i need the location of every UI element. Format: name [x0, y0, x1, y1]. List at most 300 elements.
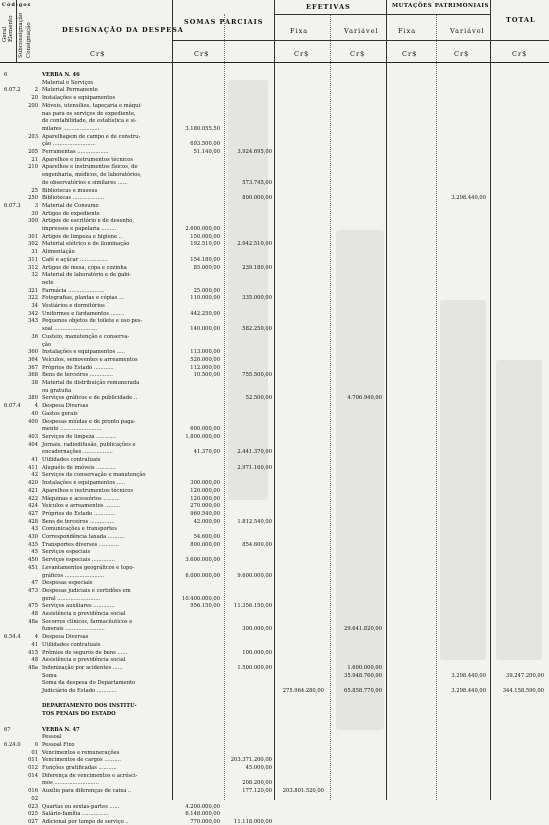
cell-desc: Auxílio para diferenças de caixa .. — [42, 788, 132, 795]
cell-desc: Despesas especiais — [42, 580, 93, 587]
cell-desc: de contabilidade, de estatística e si- — [42, 118, 137, 125]
cell-desc: Serviços de conservação e manutenção — [42, 472, 146, 479]
table-row — [0, 380, 549, 386]
cell-desc: Despesas judiciais e certidões em — [42, 587, 131, 594]
table-row — [0, 534, 549, 540]
cell-p1: 10.500,00 — [193, 372, 220, 379]
cell-cod: 427 — [28, 510, 38, 517]
table-row — [0, 542, 549, 548]
cell-cod: 2 — [34, 87, 38, 94]
cell-desc: engenharia, médicos, de laboratórios, — [42, 172, 142, 179]
cell-cod: 420 — [28, 480, 38, 487]
cell-p1: 51.140,00 — [193, 149, 220, 155]
table-row — [0, 503, 549, 509]
cell-p2: 11.356.150,00 — [234, 603, 272, 610]
cell-desc: Vencimentos de cargos .......... — [42, 757, 121, 764]
table-row — [0, 696, 549, 702]
cell-p2: 755.500,00 — [242, 372, 272, 379]
cell-p1: 770.000,00 — [190, 818, 220, 825]
table-row — [0, 511, 549, 517]
table-row — [0, 634, 549, 640]
cell-desc: ou gratuita — [42, 387, 72, 394]
cell-desc: de observatórios e similares ...... — [42, 179, 128, 186]
cell-desc: Farmácia ...................... — [42, 287, 105, 294]
table-row — [0, 126, 549, 132]
table-row — [0, 211, 549, 217]
table-row — [0, 496, 549, 502]
cell-desc: Aparelhos e instrumentos técnicos — [42, 156, 134, 163]
cell-desc: Prêmios de seguros de bens ...... — [42, 649, 128, 656]
cell-desc: Artigos de expediente — [42, 210, 100, 217]
table-row — [0, 549, 549, 555]
cell-cod: 342 — [28, 310, 38, 317]
table-row — [0, 195, 549, 201]
cell-cod: 25 — [31, 187, 38, 194]
cell-cod: 302 — [28, 241, 38, 248]
cell-desc: Transportes diversos ............ — [42, 541, 119, 548]
cell-cod: 01 — [31, 749, 38, 756]
cell-cod: 422 — [28, 495, 38, 502]
table-row — [0, 665, 549, 671]
cell-desc: Artigos de limpeza e higiene .. — [42, 233, 122, 240]
consignacao-label: Consignação — [26, 22, 32, 58]
table-row — [0, 280, 549, 286]
cell-cod: 415 — [28, 649, 38, 656]
cell-cod: 400 — [28, 418, 38, 425]
cell-p1: 42.000,00 — [193, 518, 220, 525]
table-row — [0, 804, 549, 810]
table-row — [0, 727, 549, 733]
codigos-label: Códigos — [2, 2, 32, 8]
cell-e2: 4.706.940,00 — [347, 395, 382, 402]
cell-cod: 435 — [28, 541, 38, 548]
table-row — [0, 657, 549, 663]
table-row — [0, 257, 549, 263]
cell-sec: 6.07.4 — [4, 403, 21, 410]
cell-desc: Utilidades contratuais — [42, 457, 101, 463]
table-row — [0, 411, 549, 417]
cell-desc: Bibliotecas ................... — [42, 195, 105, 202]
cell-p1: 150.000,00 — [190, 233, 220, 240]
cell-cod: 016 — [28, 788, 38, 795]
table-row — [0, 519, 549, 525]
cell-desc: Aparelhos e instrumentos físicos, de — [42, 164, 138, 171]
table-row — [0, 488, 549, 494]
table-row — [0, 757, 549, 763]
cell-desc: Ferramentas ................... — [42, 149, 109, 155]
cell-p2: 854.600,00 — [242, 541, 272, 548]
cell-p2: 208.200,00 — [242, 780, 272, 787]
cell-e1: 203.801.520,00 — [282, 788, 324, 795]
cell-p1: 956.150,00 — [190, 603, 220, 610]
cell-p2: 52.500,00 — [245, 395, 272, 402]
efetivas-heading: EFETIVAS — [306, 3, 351, 11]
table-row — [0, 172, 549, 178]
cell-cod: 48 — [31, 611, 38, 617]
cell-cod: 321 — [28, 287, 38, 294]
cell-desc: Material de Consumo — [42, 202, 99, 209]
cell-p1: 192.510,00 — [190, 241, 220, 248]
cell-desc: Judiciário do Estado ............ — [42, 688, 117, 694]
table-row — [0, 326, 549, 332]
cell-desc: VERBA N. 47 — [42, 726, 80, 733]
cell-p1: 6.148.000,00 — [185, 811, 220, 818]
cell-p2: 100.000,00 — [242, 649, 272, 656]
cell-cod: 31 — [31, 249, 38, 256]
cell-desc: Veículos e arreamentos ......... — [42, 503, 120, 510]
table-row — [0, 680, 549, 686]
cell-desc: geral .......................... — [42, 595, 101, 602]
cell-desc: Serviços gráficos e de publicidade .. — [42, 395, 138, 402]
table-row — [0, 111, 549, 117]
cell-p2: 1.500.000,00 — [237, 664, 272, 671]
cell-p2: 45.000,00 — [245, 765, 272, 771]
cell-cod: 025 — [28, 811, 38, 818]
table-row — [0, 180, 549, 186]
cell-desc: Correspondência taxada .......... — [42, 534, 125, 540]
subconsignacao-label: Subconsignação — [18, 12, 24, 58]
cell-p2: 2.971.160,00 — [237, 464, 272, 471]
table-row — [0, 118, 549, 124]
cell-p1: 112.000,00 — [190, 364, 220, 371]
cell-desc: Móveis, utensílios, tapeçaria e máqui- — [42, 102, 142, 109]
cell-cod: 301 — [28, 233, 38, 240]
table-row — [0, 796, 549, 802]
cell-m2: 3.298.440,00 — [451, 688, 486, 694]
somas-parciais-heading: SOMAS PARCIAIS — [184, 18, 264, 26]
cell-sec: 67 — [4, 726, 11, 733]
cell-cod: 38 — [31, 380, 38, 386]
cell-p1: 154.180,00 — [190, 256, 220, 263]
table-row — [0, 434, 549, 440]
cell-cod: 45 — [31, 549, 38, 556]
table-row — [0, 811, 549, 817]
cell-cod: 364 — [28, 356, 38, 363]
cell-sec: 6 — [4, 72, 8, 78]
cell-desc: Uniformes e fardamentos ........ — [42, 310, 124, 317]
cell-desc: Adicional por tempo de serviço .. — [42, 818, 129, 825]
cell-desc: impressos e papelaria ......... — [42, 226, 117, 232]
table-row — [0, 249, 549, 255]
table-row — [0, 188, 549, 194]
cell-p1: 54.600,00 — [193, 534, 220, 540]
cell-p2: 203.371.200,00 — [230, 757, 272, 764]
table-row — [0, 318, 549, 324]
table-row — [0, 526, 549, 532]
cell-cod: 200 — [28, 102, 38, 109]
table-row — [0, 241, 549, 247]
cell-e2: 65.858.770,00 — [344, 688, 382, 694]
cell-desc: mento ......................... — [42, 426, 102, 433]
cell-p2: 335.000,00 — [242, 295, 272, 302]
cell-desc: Quartas ou sextas-partes ...... — [42, 803, 120, 810]
cell-p1: 520.000,00 — [190, 356, 220, 363]
cell-cod: 4 — [34, 403, 38, 410]
table-row — [0, 580, 549, 586]
cell-p2: 2.942.510,00 — [237, 241, 272, 248]
cell-e2: 1.600.000,00 — [347, 664, 382, 671]
cell-desc: nete — [42, 279, 54, 286]
cell-desc: Serviços especiais .............. — [42, 557, 115, 564]
cell-cod: 322 — [28, 295, 38, 302]
cell-desc: VERBA N. 46 — [42, 72, 80, 78]
cell-cod: 403 — [28, 433, 38, 440]
cell-cod: 312 — [28, 264, 38, 271]
fixa-mutacoes-label: Fixa — [398, 27, 417, 35]
cell-desc: Serviços de limpeza ............ — [42, 433, 116, 440]
table-row — [0, 603, 549, 609]
cell-cod: 34 — [31, 303, 38, 309]
cell-desc: nas para os serviços de expediente, — [42, 110, 136, 117]
cell-p1: 10.400.000,00 — [182, 595, 220, 602]
cell-cod: 36 — [31, 333, 38, 340]
cell-cod: 360 — [28, 349, 38, 356]
cell-desc: Despesa Diversas — [42, 403, 89, 410]
cell-desc: Vencimentos e remunerações — [42, 749, 120, 756]
table-row — [0, 203, 549, 209]
table-row — [0, 303, 549, 309]
cell-cod: 428 — [28, 518, 38, 525]
cell-cod: 311 — [28, 256, 38, 263]
table-row — [0, 734, 549, 740]
cell-cod: 404 — [28, 441, 38, 448]
cell-p2: 300.000,00 — [242, 626, 272, 633]
cell-cod: 473 — [28, 587, 38, 594]
table-row — [0, 465, 549, 471]
cell-cod: 3 — [34, 202, 38, 209]
cell-cod: 43 — [31, 526, 38, 533]
cell-desc: ção — [42, 341, 52, 348]
cell-desc: Soma da despesa do Departamento — [42, 680, 136, 687]
cell-desc: Instalações e equipamentos ..... — [42, 349, 126, 356]
cell-p2: 9.600.000,00 — [237, 572, 272, 579]
cell-p2: 573.745,00 — [242, 179, 272, 186]
cell-p1: 41.370,00 — [193, 449, 220, 456]
cell-p2: 177.120,00 — [242, 788, 272, 795]
cell-cod: 0 — [34, 741, 38, 748]
cell-desc: Café e açúcar ................. — [42, 256, 108, 263]
cell-desc: Artigos de mesa, copa e cozinha — [42, 264, 127, 271]
cell-desc: Assistência e previdência social — [42, 657, 126, 664]
cell-cod: 42 — [31, 472, 38, 479]
cell-p1: 800.000,00 — [190, 541, 220, 548]
table-row — [0, 642, 549, 648]
cell-p1: 25.000,00 — [193, 287, 220, 294]
cell-p2: 11.118.000,00 — [234, 818, 272, 825]
currency-mut-variavel: Cr$ — [454, 50, 470, 58]
cell-m2: 3.298.440,00 — [451, 195, 486, 202]
table-header — [0, 0, 549, 63]
cell-desc: Material Permanente — [42, 87, 98, 94]
cell-desc: Utilidades contratuais — [42, 641, 101, 648]
table-row — [0, 619, 549, 625]
cell-cod: 250 — [28, 195, 38, 202]
cell-desc: Material de distribuição remunerada — [42, 380, 140, 386]
table-row — [0, 750, 549, 756]
table-row — [0, 788, 549, 794]
cell-desc: Indenização por acidentes ...... — [42, 664, 123, 671]
cell-cod: 40 — [31, 410, 38, 417]
table-row — [0, 157, 549, 163]
table-row — [0, 780, 549, 786]
cell-desc: Pequenos objetos de toilete e uso pes- — [42, 318, 143, 325]
cell-cod: 41 — [31, 641, 38, 648]
variavel-efetivas-label: Variável — [344, 27, 379, 35]
currency-fixa: Cr$ — [294, 50, 310, 58]
cell-cod: 32 — [31, 272, 38, 279]
cell-p1: 3.180.055,50 — [185, 125, 220, 132]
cell-desc: Serviços especiais — [42, 549, 91, 556]
geral-label: Geral — [2, 26, 8, 42]
cell-cod: 48 — [31, 657, 38, 664]
variavel-mutacoes-label: Variável — [450, 27, 485, 35]
table-row — [0, 295, 549, 301]
cell-p1: 270.000,00 — [190, 503, 220, 510]
cell-cod: 411 — [28, 464, 38, 471]
cell-sec: 6.07.2 — [4, 87, 21, 94]
table-row — [0, 472, 549, 478]
table-row — [0, 234, 549, 240]
cell-cod: 30 — [31, 210, 38, 217]
currency-mut-fixa: Cr$ — [402, 50, 418, 58]
cell-p1: 2.600.000,00 — [185, 226, 220, 232]
table-row — [0, 611, 549, 617]
cell-cod: 300 — [28, 218, 38, 225]
cell-desc: Próprios do Estado ............ — [42, 364, 114, 371]
cell-p2: 239.180,00 — [242, 264, 272, 271]
table-row — [0, 765, 549, 771]
cell-e2: 35.948.760,00 — [344, 672, 382, 679]
table-row — [0, 773, 549, 779]
cell-p2: 1.812.540,00 — [237, 518, 272, 525]
table-row — [0, 388, 549, 394]
cell-desc: Próprios do Estado ............. — [42, 510, 116, 517]
cell-p1: 1.800.000,00 — [185, 433, 220, 440]
cell-p1: 4.200.000,00 — [185, 803, 220, 810]
cell-cod: 421 — [28, 487, 38, 494]
cell-t: 344.158.590,00 — [502, 688, 544, 694]
cell-desc: funerais ........................ — [42, 626, 105, 633]
cell-desc: gráficos ........................ — [42, 572, 105, 579]
table-row — [0, 673, 549, 679]
cell-desc: Custeio, manutenção e conserva- — [42, 333, 130, 340]
cell-desc: Material elétrico e de iluminação — [42, 241, 130, 248]
table-row — [0, 588, 549, 594]
cell-desc: Pessoal Fixo — [42, 741, 75, 748]
cell-cod: 203 — [28, 133, 38, 140]
table-row — [0, 480, 549, 486]
table-row — [0, 449, 549, 455]
designacao-heading: DESIGNAÇÃO DA DESPESA — [62, 26, 184, 34]
cell-sec: 6.07.3 — [4, 202, 21, 209]
cell-desc: mos ........................... — [42, 780, 99, 787]
table-row — [0, 288, 549, 294]
cell-cod: 210 — [28, 164, 38, 171]
cell-cod: 48a — [28, 664, 38, 671]
cell-desc: Funções gratificadas ........... — [42, 765, 117, 771]
cell-desc: Máquinas e acessórios .......... — [42, 495, 120, 502]
cell-cod: 343 — [28, 318, 38, 325]
cell-cod: 380 — [28, 395, 38, 402]
cell-desc: Alimentação — [42, 249, 75, 256]
currency-variavel: Cr$ — [350, 50, 366, 58]
cell-cod: 011 — [28, 757, 38, 764]
cell-p1: 600.000,00 — [190, 426, 220, 433]
currency-designacao: Cr$ — [90, 50, 106, 58]
cell-desc: Fotografias, plantas e cópias ... — [42, 295, 125, 302]
table-row — [0, 372, 549, 378]
cell-desc: Aluguéis de imóveis ............ — [42, 464, 116, 471]
cell-e1: 275.964.280,00 — [282, 688, 324, 694]
table-row — [0, 226, 549, 232]
cell-p2: 2.441.370,00 — [237, 449, 272, 456]
cell-p1: 960.540,00 — [190, 510, 220, 517]
cell-sec: 6.54.4 — [4, 634, 21, 641]
cell-desc: Assistência e previdência social — [42, 611, 126, 617]
cell-desc: Serviços auxiliares ............. — [42, 603, 115, 610]
table-row — [0, 80, 549, 86]
table-row — [0, 395, 549, 401]
cell-p1: 120.000,00 — [190, 487, 220, 494]
cell-cod: 41 — [31, 457, 38, 463]
cell-cod: 027 — [28, 818, 38, 825]
table-row — [0, 719, 549, 725]
table-row — [0, 426, 549, 432]
cell-m2: 3.298.440,00 — [451, 672, 486, 679]
table-row — [0, 557, 549, 563]
cell-desc: Bibliotecas e museus — [42, 187, 98, 194]
cell-desc: Veículos, semoventes e arreamentos — [42, 356, 138, 363]
cell-desc: Despesas miúdas e de pronto paga- — [42, 418, 136, 425]
cell-desc: Diferença de vencimentos e acrésci- — [42, 772, 138, 779]
table-row — [0, 342, 549, 348]
cell-cod: 02 — [31, 795, 38, 802]
cell-cod: 430 — [28, 534, 38, 540]
table-row — [0, 311, 549, 317]
cell-desc: DEPARTAMENTO DOS INSTITU- — [42, 703, 137, 710]
table-row — [0, 149, 549, 155]
cell-desc: Vestiários e dormitórios — [42, 303, 105, 309]
cell-desc: encadernações .................. — [42, 449, 113, 456]
cell-desc: Bens de terceiros ............... — [42, 518, 115, 525]
cell-desc: Levantamentos geográficos e topo- — [42, 564, 135, 571]
cell-desc: Pessoal — [42, 734, 62, 741]
cell-sec: 6.24.0 — [4, 741, 21, 748]
cell-p2: 582.250,00 — [242, 326, 272, 333]
cell-desc: TOS PENAIS DO ESTADO — [42, 711, 116, 718]
cell-cod: 023 — [28, 803, 38, 810]
cell-cod: 012 — [28, 765, 38, 771]
table-row — [0, 95, 549, 101]
table-row — [0, 442, 549, 448]
cell-desc: Material de laboratório e de gabi- — [42, 272, 131, 279]
cell-desc: Aparelhagem de campo e de constru- — [42, 133, 141, 140]
cell-p1: 110.000,00 — [190, 295, 220, 302]
cell-desc: Instalações e equipamentos ..... — [42, 480, 126, 487]
table-row — [0, 626, 549, 632]
cell-t: 39.247.200,00 — [506, 672, 544, 679]
cell-p1: 120.000,00 — [190, 495, 220, 502]
cell-desc: Gastos gerais — [42, 410, 78, 417]
cell-cod: 014 — [28, 772, 38, 779]
cell-desc: Despesa Diversas — [42, 634, 89, 641]
cell-p1: 140.000,00 — [190, 326, 220, 333]
cell-desc: milares ...................... — [42, 125, 100, 132]
table-row — [0, 419, 549, 425]
table-row — [0, 742, 549, 748]
cell-p1: 300.000,00 — [190, 480, 220, 487]
table-row — [0, 141, 549, 147]
